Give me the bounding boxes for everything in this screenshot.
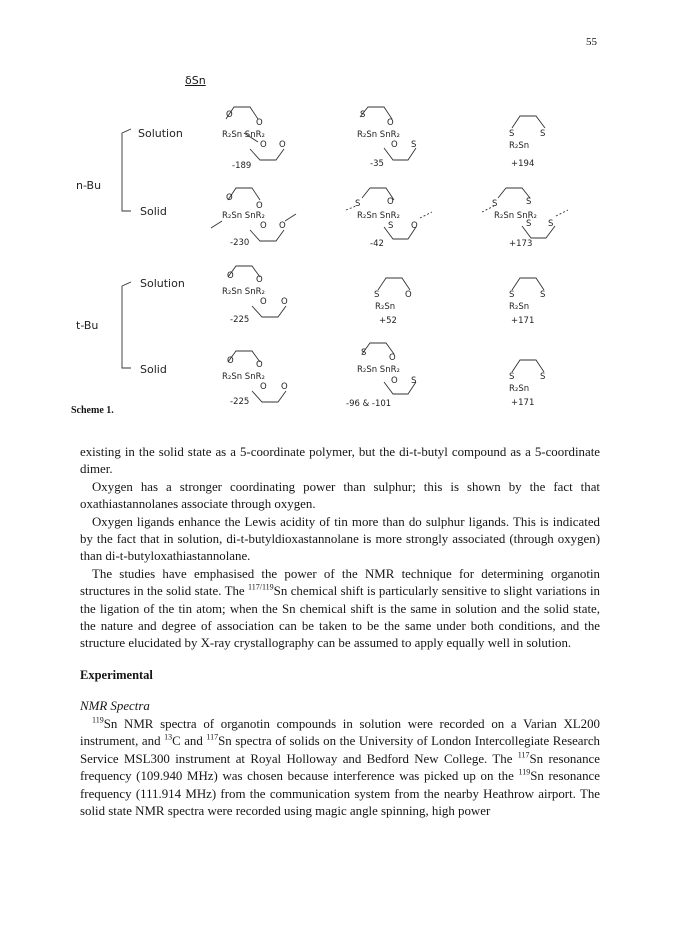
structure-dimer	[222, 351, 288, 402]
svg-text:R₂Sn SnR₂: R₂Sn SnR₂	[222, 211, 265, 221]
shift-value: +173	[509, 239, 533, 249]
shift-value: +52	[379, 316, 397, 326]
svg-text:S: S	[361, 348, 367, 358]
paragraph: The studies have emphasised the power of the NMR technique for determining organotin structures in the solid state. The $^{117/119}$Sn chemical shift is particularly sensitive to slight variations in the ligation of the tin atom; when the Sn chemical shift is the same in solution and the solid state, the nature and degree of association can be taken to be the same under both conditions, and the structure elucidated by X-ray crystallography can be assumed to apply equally well in solution.	[80, 566, 600, 651]
svg-text:O: O	[279, 221, 286, 231]
shift-value: +171	[511, 316, 535, 326]
svg-text:O: O	[411, 221, 418, 231]
svg-text:O: O	[260, 140, 267, 150]
svg-text:S: S	[492, 199, 498, 209]
shift-value: -96 & -101	[346, 399, 392, 409]
group-label-tbu: t-Bu	[76, 319, 99, 332]
section-heading: Experimental	[80, 668, 153, 682]
svg-text:O: O	[226, 193, 233, 203]
state-label: Solid	[140, 363, 167, 376]
svg-text:O: O	[256, 201, 263, 211]
svg-text:R₂Sn: R₂Sn	[509, 302, 530, 312]
svg-text:O: O	[227, 356, 234, 366]
svg-text:S: S	[411, 140, 417, 150]
shift-value: -189	[232, 161, 252, 171]
structure-monomer	[509, 116, 545, 151]
svg-text:S: S	[509, 129, 515, 139]
svg-text:O: O	[281, 297, 288, 307]
svg-text:S: S	[509, 290, 515, 300]
svg-text:S: S	[526, 219, 532, 229]
svg-text:O: O	[387, 197, 394, 207]
svg-text:S: S	[388, 221, 394, 231]
structure-monomer	[509, 360, 545, 394]
bracket-nbu	[122, 129, 131, 211]
paragraph: Oxygen ligands enhance the Lewis acidity of tin more than do sulphur ligands. This is indicated by the fact that in solution, di-t-butyldioxastannolane is more strongly associated (through oxygen) than di-t-butyloxathiastannolane.	[80, 514, 600, 564]
svg-text:O: O	[279, 140, 286, 150]
group-label-nbu: n-Bu	[76, 179, 102, 192]
svg-text:R₂Sn: R₂Sn	[509, 384, 530, 394]
svg-text:O: O	[387, 118, 394, 128]
paragraph: existing in the solid state as a 5-coordinate polymer, but the di-t-butyl compound as a 5-coordinate dimer.	[80, 445, 600, 477]
paragraph: Oxygen has a stronger coordinating power than sulphur; this is shown by the fact that oxathiastannolanes associate through oxygen.	[80, 479, 600, 512]
svg-text:S: S	[509, 372, 515, 382]
shift-value: +171	[511, 398, 535, 408]
svg-text:R₂Sn SnR₂: R₂Sn SnR₂	[222, 130, 265, 140]
structure-dimer	[222, 266, 288, 317]
svg-text:O: O	[281, 382, 288, 392]
state-label: Solution	[138, 127, 183, 140]
shift-value: +194	[511, 159, 535, 169]
svg-text:S: S	[548, 219, 554, 229]
svg-text:R₂Sn SnR₂: R₂Sn SnR₂	[357, 211, 400, 221]
subsection-heading: NMR Spectra	[80, 699, 150, 713]
svg-text:S: S	[411, 376, 417, 386]
svg-text:O: O	[256, 275, 263, 285]
svg-text:O: O	[260, 221, 267, 231]
svg-text:O: O	[405, 290, 412, 300]
svg-text:R₂Sn SnR₂: R₂Sn SnR₂	[222, 287, 265, 297]
structure-polymer	[211, 188, 296, 241]
paragraph: $^{119}$Sn NMR spectra of organotin compounds in solution were recorded on a Varian XL200 instrument, and $^{13}$C and $^{117}$Sn spectra of solids on the University of London Intercollegiate Research Service MSL300 instrument at Royal Holloway and Bedford New College. The $^{117}$Sn resonance frequency (109.940 MHz) was chosen because interference was picked up on the $^{119}$Sn resonance frequency (111.914 MHz) from the communication system from the nearby Heathrow airport. The solid state NMR spectra were recorded using magic angle spinning, high power	[80, 715, 600, 819]
structure-polymer	[482, 188, 568, 238]
structure-dimer	[357, 343, 416, 394]
svg-text:R₂Sn: R₂Sn	[375, 302, 396, 312]
svg-text:S: S	[355, 199, 361, 209]
svg-text:S: S	[540, 372, 546, 382]
svg-text:O: O	[226, 110, 233, 120]
state-label: Solution	[140, 277, 185, 290]
bracket-tbu	[122, 282, 131, 368]
svg-text:R₂Sn: R₂Sn	[509, 141, 530, 151]
svg-text:O: O	[391, 376, 398, 386]
svg-text:O: O	[256, 360, 263, 370]
scheme-caption: Scheme 1.	[71, 405, 114, 416]
svg-text:O: O	[389, 353, 396, 363]
svg-text:S: S	[540, 290, 546, 300]
structure-dimer	[222, 107, 286, 160]
structure-monomer	[374, 278, 412, 312]
svg-text:R₂Sn SnR₂: R₂Sn SnR₂	[357, 130, 400, 140]
svg-text:O: O	[227, 271, 234, 281]
structure-dimer	[357, 107, 416, 160]
structure-polymer	[346, 188, 432, 239]
shift-value: -35	[370, 159, 384, 169]
svg-text:S: S	[374, 290, 380, 300]
state-label: Solid	[140, 205, 167, 218]
structure-monomer	[509, 278, 545, 312]
delta-sn-label: δSn	[185, 74, 206, 87]
svg-text:O: O	[256, 118, 263, 128]
svg-text:O: O	[391, 140, 398, 150]
body-text	[80, 444, 600, 653]
svg-text:R₂Sn SnR₂: R₂Sn SnR₂	[494, 211, 537, 221]
svg-text:O: O	[260, 297, 267, 307]
svg-text:R₂Sn SnR₂: R₂Sn SnR₂	[357, 365, 400, 375]
shift-value: -225	[230, 397, 250, 407]
svg-text:S: S	[360, 110, 366, 120]
scheme-1-figure	[0, 0, 680, 430]
svg-text:S: S	[540, 129, 546, 139]
page-number: 55	[586, 36, 597, 48]
shift-value: -230	[230, 238, 250, 248]
svg-text:R₂Sn SnR₂: R₂Sn SnR₂	[222, 372, 265, 382]
svg-text:S: S	[526, 197, 532, 207]
body-text	[80, 716, 600, 820]
shift-value: -42	[370, 239, 384, 249]
svg-text:O: O	[260, 382, 267, 392]
shift-value: -225	[230, 315, 250, 325]
